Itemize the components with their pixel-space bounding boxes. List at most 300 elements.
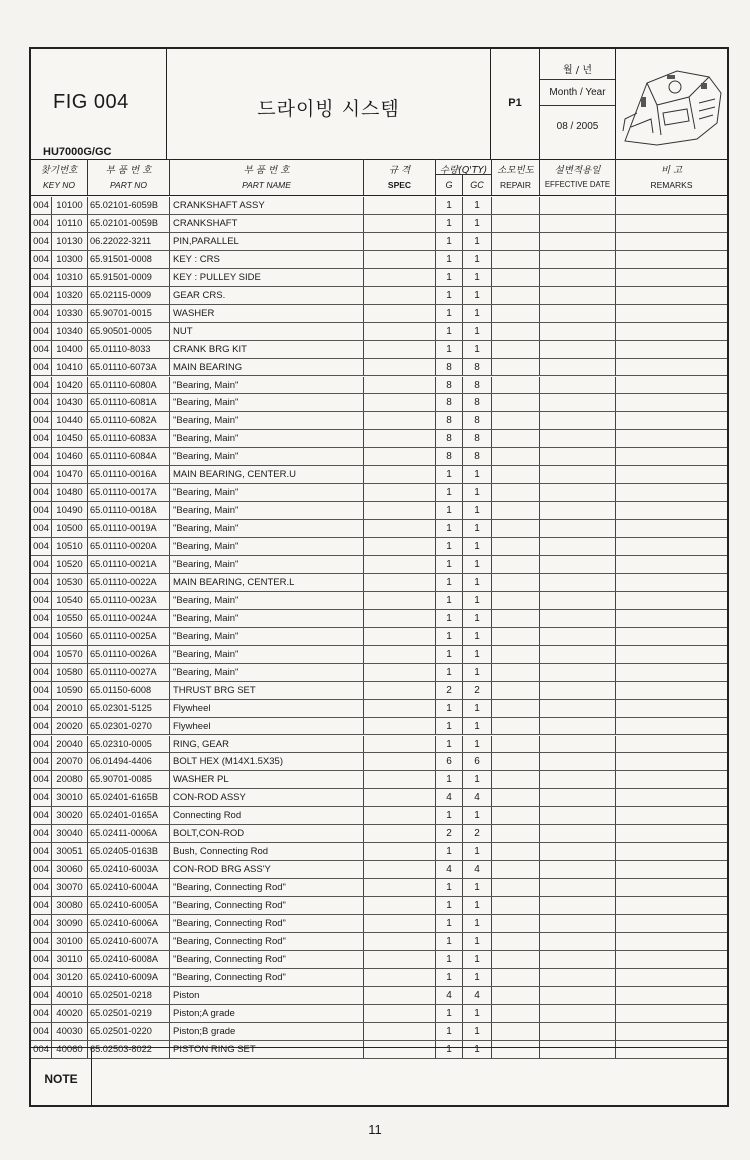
sub-no-cell: 10460 <box>52 448 88 465</box>
table-row <box>31 359 727 377</box>
remarks-cell <box>616 466 727 483</box>
qty-g-cell: 8 <box>436 377 463 394</box>
fig-cell <box>31 49 167 159</box>
qty-g-cell: 1 <box>436 700 463 717</box>
effective-date-cell <box>540 592 616 609</box>
remarks-cell <box>616 646 727 663</box>
key-no-cell: 004 <box>31 359 52 376</box>
qty-gc-cell: 1 <box>463 466 492 483</box>
effective-date-cell <box>540 466 616 483</box>
sub-no-cell: 30110 <box>52 951 88 968</box>
part-no-cell: 65.01110-0021A <box>88 556 170 573</box>
qty-gc-cell: 4 <box>463 861 492 878</box>
qty-g-cell: 1 <box>436 538 463 555</box>
repair-cell <box>492 287 540 304</box>
effective-date-cell <box>540 897 616 914</box>
sub-no-cell: 10550 <box>52 610 88 627</box>
part-name-cell: CRANKSHAFT <box>170 215 364 232</box>
part-name-cell: "Bearing, Main" <box>170 664 364 681</box>
part-no-cell: 65.01110-0023A <box>88 592 170 609</box>
table-row <box>31 341 727 359</box>
table-row <box>31 251 727 269</box>
repair-cell <box>492 197 540 214</box>
spec-cell <box>364 879 436 896</box>
sub-no-cell: 20040 <box>52 736 88 753</box>
part-name-cell: CRANKSHAFT ASSY <box>170 197 364 214</box>
repair-cell <box>492 771 540 788</box>
part-name-cell: "Bearing, Main" <box>170 394 364 411</box>
key-no-cell: 004 <box>31 771 52 788</box>
effective-date-cell <box>540 412 616 429</box>
spec-cell <box>364 287 436 304</box>
qty-gc-cell: 1 <box>463 771 492 788</box>
effective-date-cell <box>540 1005 616 1022</box>
remarks-cell <box>616 753 727 770</box>
key-no-cell: 004 <box>31 574 52 591</box>
part-no-cell: 65.91501-0008 <box>88 251 170 268</box>
key-no-cell: 004 <box>31 1041 52 1058</box>
qty-gc-cell: 1 <box>463 341 492 358</box>
table-row <box>31 556 727 574</box>
part-name-cell: "Bearing, Connecting Rod" <box>170 879 364 896</box>
key-no-cell: 004 <box>31 520 52 537</box>
spec-cell <box>364 825 436 842</box>
sub-no-cell: 10540 <box>52 592 88 609</box>
qty-gc-cell: 1 <box>463 807 492 824</box>
qty-gc-cell: 8 <box>463 359 492 376</box>
key-no-cell: 004 <box>31 592 52 609</box>
part-no-cell: 65.02410-6005A <box>88 897 170 914</box>
qty-g-cell: 1 <box>436 466 463 483</box>
table-row <box>31 430 727 448</box>
remarks-cell <box>616 1023 727 1040</box>
qty-g-cell: 8 <box>436 448 463 465</box>
part-no-cell: 65.90701-0085 <box>88 771 170 788</box>
remarks-cell <box>616 574 727 591</box>
part-no-cell: 65.01110-0026A <box>88 646 170 663</box>
effective-date-cell <box>540 1023 616 1040</box>
part-name-cell: CRANK BRG KIT <box>170 341 364 358</box>
remarks-cell <box>616 215 727 232</box>
remarks-cell <box>616 592 727 609</box>
part-no-cell: 65.02501-0218 <box>88 987 170 1004</box>
qty-g-cell: 1 <box>436 341 463 358</box>
remarks-cell <box>616 448 727 465</box>
remarks-cell <box>616 394 727 411</box>
spec-cell <box>364 269 436 286</box>
part-no-cell: 65.01110-6080A <box>88 377 170 394</box>
qty-g-cell: 4 <box>436 789 463 806</box>
table-row <box>31 915 727 933</box>
effective-date-cell <box>540 969 616 986</box>
qty-gc-cell: 1 <box>463 520 492 537</box>
key-no-cell: 004 <box>31 323 52 340</box>
spec-cell <box>364 1023 436 1040</box>
part-name-cell: "Bearing, Connecting Rod" <box>170 897 364 914</box>
qty-gc-cell: 1 <box>463 628 492 645</box>
table-row <box>31 682 727 700</box>
qty-g-cell: 8 <box>436 394 463 411</box>
sub-no-cell: 10530 <box>52 574 88 591</box>
spec-cell <box>364 197 436 214</box>
repair-cell <box>492 251 540 268</box>
remarks-cell <box>616 341 727 358</box>
remarks-cell <box>616 987 727 1004</box>
qty-g-cell: 6 <box>436 753 463 770</box>
key-no-cell: 004 <box>31 1023 52 1040</box>
qty-gc-cell: 1 <box>463 879 492 896</box>
sub-no-cell: 10450 <box>52 430 88 447</box>
key-no-cell: 004 <box>31 628 52 645</box>
key-no-cell: 004 <box>31 251 52 268</box>
remarks-cell <box>616 269 727 286</box>
sub-no-cell: 10440 <box>52 412 88 429</box>
qty-g-cell: 1 <box>436 843 463 860</box>
part-name-cell: Piston;A grade <box>170 1005 364 1022</box>
qty-gc-cell: 1 <box>463 287 492 304</box>
table-row <box>31 1023 727 1041</box>
effective-date-cell <box>540 825 616 842</box>
sub-no-cell: 10560 <box>52 628 88 645</box>
effective-date-cell <box>540 682 616 699</box>
part-no-cell: 65.01110-6081A <box>88 394 170 411</box>
qty-gc-cell: 1 <box>463 305 492 322</box>
sub-no-cell: 30010 <box>52 789 88 806</box>
effective-date-cell <box>540 341 616 358</box>
part-name-cell: "Bearing, Main" <box>170 377 364 394</box>
effective-date-cell <box>540 556 616 573</box>
part-no-cell: 65.02405-0163B <box>88 843 170 860</box>
table-row <box>31 843 727 861</box>
effective-date-cell <box>540 305 616 322</box>
remarks-cell <box>616 430 727 447</box>
part-no-cell: 65.02410-6007A <box>88 933 170 950</box>
sub-no-cell: 10320 <box>52 287 88 304</box>
remarks-cell <box>616 305 727 322</box>
part-name-cell: Piston <box>170 987 364 1004</box>
table-row <box>31 1005 727 1023</box>
repair-cell <box>492 789 540 806</box>
repair-cell <box>492 610 540 627</box>
qty-g-cell: 1 <box>436 1023 463 1040</box>
part-name-cell: Piston;B grade <box>170 1023 364 1040</box>
qty-gc-cell: 1 <box>463 646 492 663</box>
parts-sheet <box>29 47 729 1107</box>
part-name-cell: "Bearing, Connecting Rod" <box>170 951 364 968</box>
repair-cell <box>492 933 540 950</box>
page-title: 드라이빙 시스템 <box>257 98 400 120</box>
spec-cell <box>364 951 436 968</box>
qty-g-cell: 1 <box>436 807 463 824</box>
qty-gc-cell: 1 <box>463 897 492 914</box>
qty-g-cell: 1 <box>436 771 463 788</box>
part-no-cell: 65.01110-0027A <box>88 664 170 681</box>
key-no-cell: 004 <box>31 556 52 573</box>
table-row <box>31 448 727 466</box>
effective-date-cell <box>540 484 616 501</box>
qty-g-cell: 1 <box>436 556 463 573</box>
part-name-cell: Bush, Connecting Rod <box>170 843 364 860</box>
table-row <box>31 664 727 682</box>
remarks-cell <box>616 323 727 340</box>
qty-g-cell: 1 <box>436 951 463 968</box>
effective-date-cell <box>540 915 616 932</box>
qty-g-cell: 8 <box>436 359 463 376</box>
col-remarks: 비 고 REMARKS <box>650 165 693 190</box>
key-no-cell: 004 <box>31 825 52 842</box>
effective-date-cell <box>540 987 616 1004</box>
col-key-no: 찾기번호 KEY NO <box>31 159 88 195</box>
key-no-cell: 004 <box>31 969 52 986</box>
qty-gc-cell: 1 <box>463 574 492 591</box>
qty-gc-cell: 8 <box>463 448 492 465</box>
key-no-cell: 004 <box>31 951 52 968</box>
sub-no-cell: 10100 <box>52 197 88 214</box>
key-no-cell: 004 <box>31 305 52 322</box>
effective-date-cell <box>540 538 616 555</box>
key-no-cell: 004 <box>31 484 52 501</box>
table-row <box>31 538 727 556</box>
effective-date-cell <box>540 197 616 214</box>
key-no-cell: 004 <box>31 843 52 860</box>
part-name-cell: "Bearing, Main" <box>170 412 364 429</box>
repair-cell <box>492 466 540 483</box>
table-row <box>31 484 727 502</box>
sub-no-cell: 20020 <box>52 718 88 735</box>
key-no-cell: 004 <box>31 933 52 950</box>
qty-g-cell: 1 <box>436 287 463 304</box>
table-row <box>31 269 727 287</box>
key-no-cell: 004 <box>31 394 52 411</box>
qty-g-cell: 1 <box>436 574 463 591</box>
remarks-cell <box>616 879 727 896</box>
remarks-cell <box>616 556 727 573</box>
page-code: P1 <box>508 97 522 109</box>
effective-date-cell <box>540 574 616 591</box>
fig-number: FIG 004 <box>53 91 129 113</box>
effective-date-cell <box>540 430 616 447</box>
part-name-cell: "Bearing, Connecting Rod" <box>170 915 364 932</box>
sub-no-cell: 10570 <box>52 646 88 663</box>
table-row <box>31 736 727 754</box>
repair-cell <box>492 700 540 717</box>
qty-gc-cell: 1 <box>463 700 492 717</box>
part-no-cell: 65.01110-0022A <box>88 574 170 591</box>
part-name-cell: "Bearing, Main" <box>170 448 364 465</box>
qty-gc-cell: 1 <box>463 269 492 286</box>
month-year-en: Month / Year <box>549 87 606 98</box>
qty-gc-cell: 8 <box>463 430 492 447</box>
effective-date-cell <box>540 951 616 968</box>
qty-gc-cell: 2 <box>463 825 492 842</box>
repair-cell <box>492 879 540 896</box>
spec-cell <box>364 430 436 447</box>
table-row <box>31 700 727 718</box>
title-cell <box>167 49 491 159</box>
effective-date-cell <box>540 736 616 753</box>
spec-cell <box>364 377 436 394</box>
remarks-cell <box>616 951 727 968</box>
sub-no-cell: 20070 <box>52 753 88 770</box>
part-no-cell: 65.02101-6059B <box>88 197 170 214</box>
sub-no-cell: 30120 <box>52 969 88 986</box>
key-no-cell: 004 <box>31 215 52 232</box>
part-name-cell: "Bearing, Main" <box>170 556 364 573</box>
qty-g-cell: 1 <box>436 933 463 950</box>
effective-date-cell <box>540 664 616 681</box>
effective-date-cell <box>540 646 616 663</box>
spec-cell <box>364 987 436 1004</box>
effective-date-cell <box>540 251 616 268</box>
repair-cell <box>492 969 540 986</box>
sub-no-cell: 10430 <box>52 394 88 411</box>
part-no-cell: 65.01110-0025A <box>88 628 170 645</box>
repair-cell <box>492 269 540 286</box>
part-no-cell: 65.01110-0024A <box>88 610 170 627</box>
col-qty-gc: GC <box>463 174 492 195</box>
part-name-cell: "Bearing, Main" <box>170 538 364 555</box>
col-part-no: 부 품 번 호 PART NO <box>88 159 170 195</box>
effective-date-cell <box>540 502 616 519</box>
part-name-cell: KEY : PULLEY SIDE <box>170 269 364 286</box>
remarks-cell <box>616 664 727 681</box>
effective-date-cell <box>540 879 616 896</box>
part-no-cell: 65.90501-0005 <box>88 323 170 340</box>
qty-g-cell: 2 <box>436 682 463 699</box>
part-no-cell: 65.01110-6082A <box>88 412 170 429</box>
sub-no-cell: 30070 <box>52 879 88 896</box>
key-no-cell: 004 <box>31 987 52 1004</box>
part-name-cell: "Bearing, Main" <box>170 484 364 501</box>
table-row <box>31 287 727 305</box>
qty-gc-cell: 1 <box>463 215 492 232</box>
sub-no-cell: 10310 <box>52 269 88 286</box>
sheet-header <box>31 49 727 160</box>
part-no-cell: 65.02401-6165B <box>88 789 170 806</box>
remarks-cell <box>616 1005 727 1022</box>
key-no-cell: 004 <box>31 879 52 896</box>
part-name-cell: WASHER PL <box>170 771 364 788</box>
repair-cell <box>492 394 540 411</box>
part-no-cell: 65.01110-0020A <box>88 538 170 555</box>
qty-gc-cell: 2 <box>463 682 492 699</box>
part-no-cell: 65.91501-0009 <box>88 269 170 286</box>
effective-date-cell <box>540 753 616 770</box>
sub-no-cell: 40020 <box>52 1005 88 1022</box>
effective-date-cell <box>540 807 616 824</box>
col-effective-date: 설변적용일 EFFECTIVE DATE <box>540 159 616 195</box>
sub-no-cell: 30060 <box>52 861 88 878</box>
remarks-cell <box>616 233 727 250</box>
key-no-cell: 004 <box>31 377 52 394</box>
part-no-cell: 65.02310-0005 <box>88 736 170 753</box>
effective-date-cell <box>540 359 616 376</box>
sub-no-cell: 10480 <box>52 484 88 501</box>
part-name-cell: BOLT HEX (M14X1.5X35) <box>170 753 364 770</box>
part-name-cell: Flywheel <box>170 700 364 717</box>
repair-cell <box>492 861 540 878</box>
col-repair: 소모빈도 REPAIR <box>492 159 540 195</box>
sub-no-cell: 40010 <box>52 987 88 1004</box>
qty-gc-cell: 8 <box>463 412 492 429</box>
table-row <box>31 879 727 897</box>
spec-cell <box>364 574 436 591</box>
part-no-cell: 65.02101-0059B <box>88 215 170 232</box>
repair-cell <box>492 987 540 1004</box>
effective-date-cell <box>540 287 616 304</box>
effective-date-cell <box>540 861 616 878</box>
effective-date-cell <box>540 628 616 645</box>
repair-cell <box>492 215 540 232</box>
sub-no-cell: 30100 <box>52 933 88 950</box>
table-row <box>31 897 727 915</box>
spec-cell <box>364 592 436 609</box>
key-no-cell: 004 <box>31 807 52 824</box>
part-name-cell: "Bearing, Main" <box>170 592 364 609</box>
repair-cell <box>492 305 540 322</box>
repair-cell <box>492 1023 540 1040</box>
spec-cell <box>364 251 436 268</box>
effective-date-cell <box>540 789 616 806</box>
qty-gc-cell: 1 <box>463 933 492 950</box>
repair-cell <box>492 412 540 429</box>
table-row <box>31 807 727 825</box>
spec-cell <box>364 933 436 950</box>
spec-cell <box>364 359 436 376</box>
qty-gc-cell: 1 <box>463 664 492 681</box>
remarks-cell <box>616 789 727 806</box>
remarks-cell <box>616 807 727 824</box>
remarks-cell <box>616 718 727 735</box>
sub-no-cell: 10130 <box>52 233 88 250</box>
remarks-cell <box>616 610 727 627</box>
note-label: NOTE <box>31 1048 92 1106</box>
table-row <box>31 753 727 771</box>
qty-g-cell: 1 <box>436 646 463 663</box>
effective-date-cell <box>540 520 616 537</box>
qty-gc-cell: 4 <box>463 987 492 1004</box>
effective-date-cell <box>540 448 616 465</box>
effective-date-cell <box>540 933 616 950</box>
part-name-cell: THRUST BRG SET <box>170 682 364 699</box>
month-year-ko: 월 / 년 <box>562 65 593 76</box>
part-no-cell: 65.01110-0017A <box>88 484 170 501</box>
remarks-cell <box>616 771 727 788</box>
part-name-cell: "Bearing, Main" <box>170 646 364 663</box>
qty-gc-cell: 6 <box>463 753 492 770</box>
part-name-cell: MAIN BEARING, CENTER.U <box>170 466 364 483</box>
effective-date-cell <box>540 610 616 627</box>
qty-gc-cell: 1 <box>463 718 492 735</box>
qty-gc-cell: 1 <box>463 736 492 753</box>
table-row <box>31 197 727 215</box>
qty-gc-cell: 1 <box>463 197 492 214</box>
qty-g-cell: 8 <box>436 430 463 447</box>
key-no-cell: 004 <box>31 269 52 286</box>
spec-cell <box>364 538 436 555</box>
part-name-cell: Connecting Rod <box>170 807 364 824</box>
repair-cell <box>492 753 540 770</box>
repair-cell <box>492 574 540 591</box>
col-qty-g: G <box>436 174 463 195</box>
table-row <box>31 610 727 628</box>
table-row <box>31 323 727 341</box>
key-no-cell: 004 <box>31 430 52 447</box>
page-code-cell <box>491 49 540 159</box>
table-row <box>31 861 727 879</box>
table-row <box>31 574 727 592</box>
repair-cell <box>492 646 540 663</box>
